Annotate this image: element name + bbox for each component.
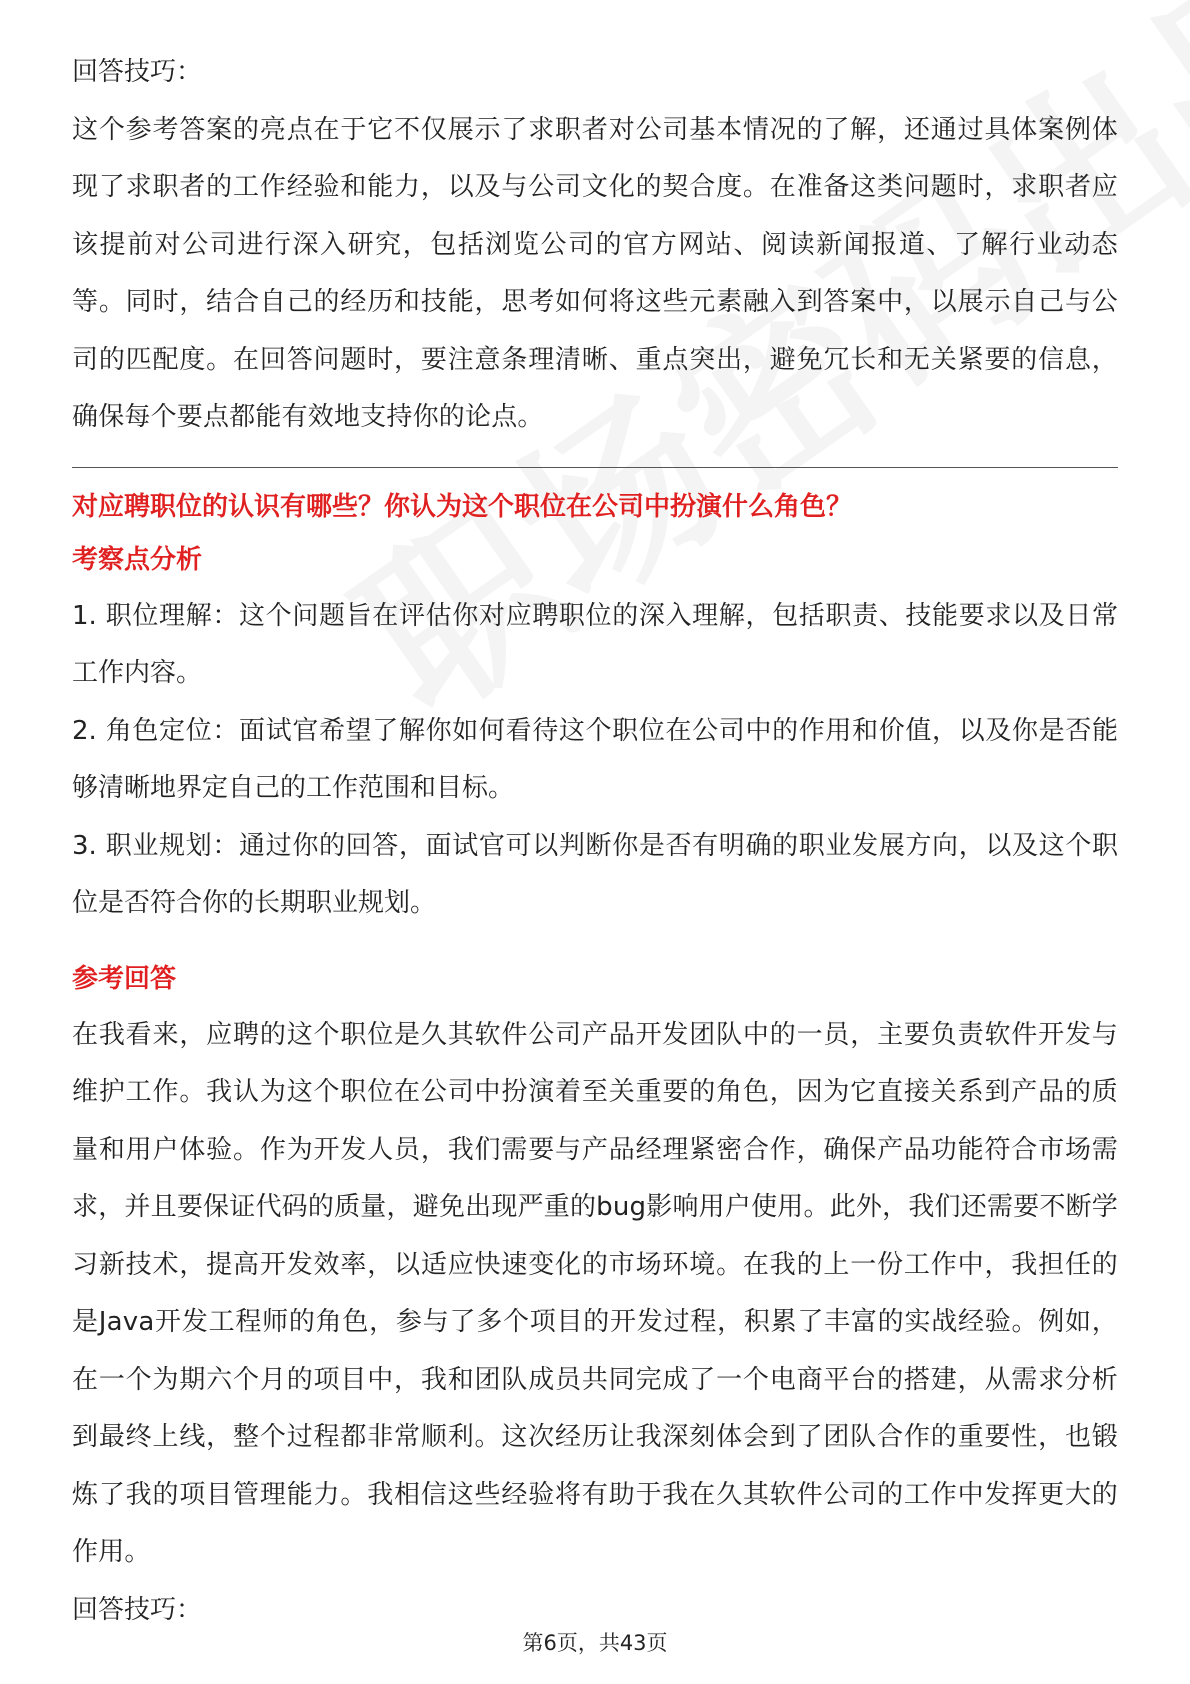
analysis-item: 2. 角色定位：面试官希望了解你如何看待这个职位在公司中的作用和价值，以及你是否能够清晰地界定自己的工作范围和目标。 xyxy=(72,715,1118,803)
answer-tips-label: 回答技巧： xyxy=(72,57,203,87)
analysis-item: 1. 职位理解：这个问题旨在评估你对应聘职位的深入理解，包括职责、技能要求以及日常工作内容。 xyxy=(72,600,1118,688)
analysis-title: 考察点分析 xyxy=(72,544,203,575)
answer-tips-label-bottom: 回答技巧： xyxy=(72,1594,203,1625)
reference-answer-title: 参考回答 xyxy=(72,963,177,994)
reference-answer-text: 在我看来，应聘的这个职位是久其软件公司产品开发团队中的一员，主要负责软件开发与维护工作。我认为这个职位在公司中扮演着至关重要的角色，因为它直接关系到产品的质量和用户体验。作为开发人员，我们需要与产品经理紧密合作，确保产品功能符合市场需求，并且要保证代码的质量，避免出现严重的bug影响用户使用。此外，我们还需要不断学习新技术，提高开发效率，以适应快速变化的市场环境。在我的上一份工作中，我担任的是Java开发工程师的角色，参与了多个项目的开发过程，积累了丰富的实战经验。例如，在一个为期六个月的项目中，我和团队成员共同完成了一个电商平台的搭建，从需求分析到最终上线，整个过程都非常顺利。这次经历让我深刻体会到了团队合作的重要性，也锻炼了我的项目管理能力。我相信这些经验将有助于我在久其软件公司的工作中发挥更大的作用。 xyxy=(72,1019,1118,1567)
page-content xyxy=(72,44,1118,1639)
answer-tips-text: 这个参考答案的亮点在于它不仅展示了求职者对公司基本情况的了解，还通过具体案例体现了求职者的工作经验和能力，以及与公司文化的契合度。在准备这类问题时，求职者应该提前对公司进行深入研究，包括浏览公司的官方网站、阅读新闻报道、了解行业动态等。同时，结合自己的经历和技能，思考如何将这些元素融入到答案中，以展示自己与公司的匹配度。在回答问题时，要注意条理清晰、重点突出，避免冗长和无关紧要的信息，确保每个要点都能有效地支持你的论点。 xyxy=(72,114,1118,432)
question-heading: 对应聘职位的认识有哪些？你认为这个职位在公司中扮演什么角色？ xyxy=(72,491,853,522)
page-number: 第6页，共43页 xyxy=(522,1631,668,1655)
section-divider xyxy=(72,467,1118,468)
analysis-item: 3. 职业规划：通过你的回答，面试官可以判断你是否有明确的职业发展方向，以及这个职位是否符合你的长期职业规划。 xyxy=(72,830,1118,918)
